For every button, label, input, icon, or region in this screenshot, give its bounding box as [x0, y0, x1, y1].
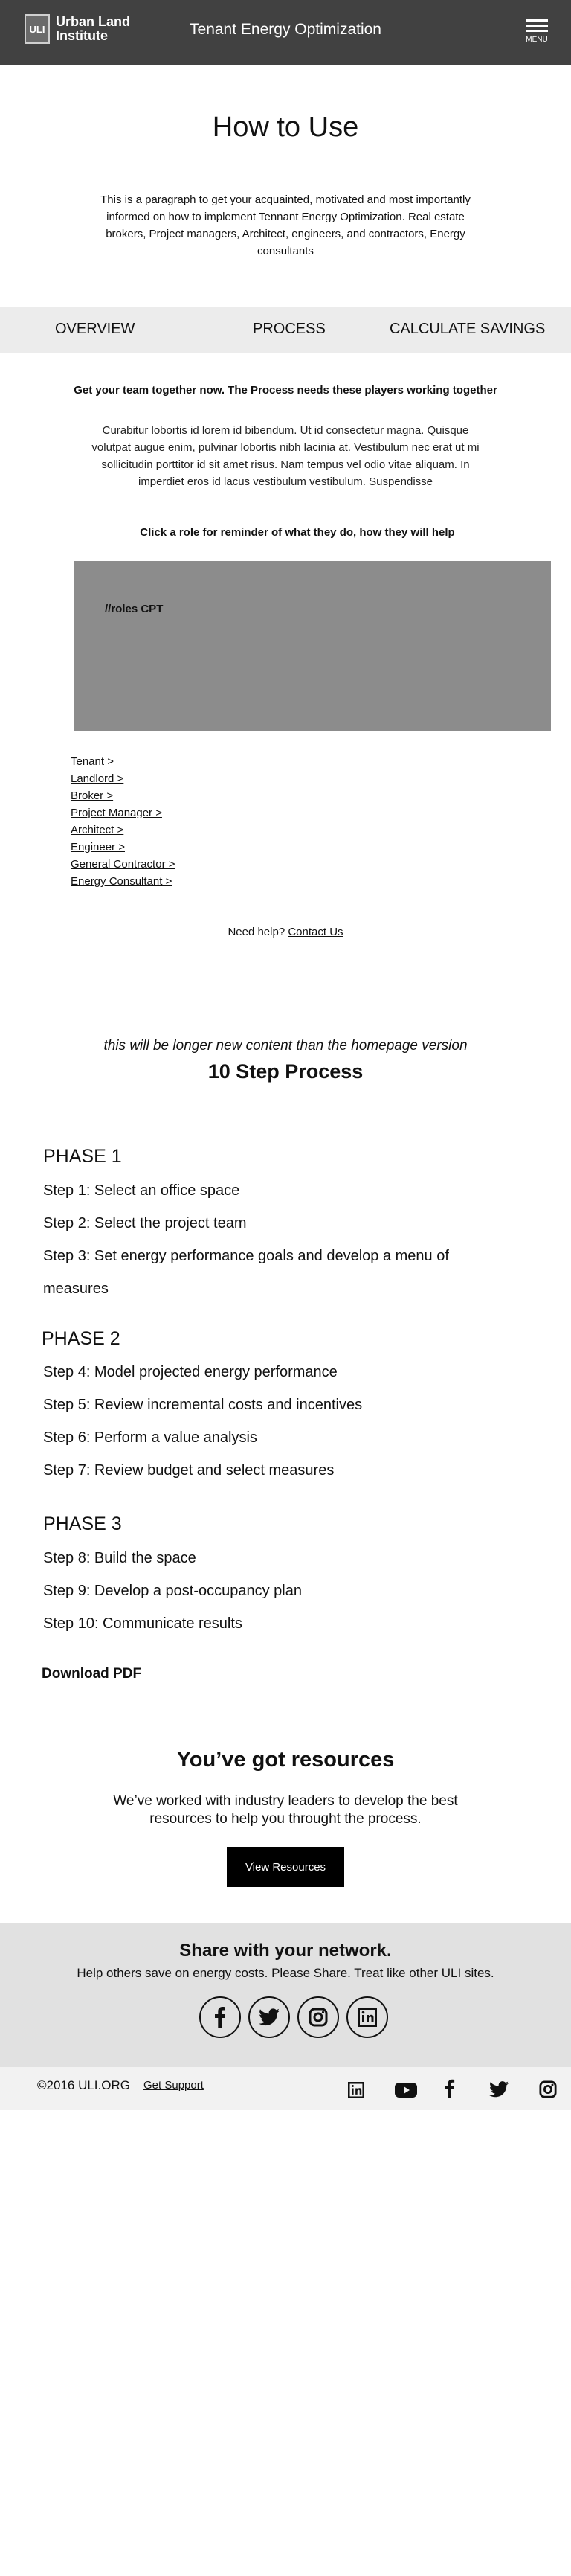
- download-pdf-link[interactable]: Download PDF: [42, 1666, 142, 1682]
- step-item: Step 6: Perform a value analysis: [43, 1429, 257, 1446]
- get-support-link[interactable]: Get Support: [143, 2079, 204, 2092]
- role-link-broker[interactable]: Broker >: [71, 789, 114, 802]
- site-title: Tenant Energy Optimization: [190, 21, 381, 38]
- role-link-tenant[interactable]: Tenant >: [71, 755, 114, 768]
- menu-label: MENU: [526, 36, 548, 44]
- phase-2-title: PHASE 2: [42, 1328, 120, 1349]
- process-note: this will be longer new content than the homepage version: [103, 1038, 468, 1054]
- linkedin-icon[interactable]: [348, 2082, 364, 2098]
- share-instagram-button[interactable]: [297, 1996, 339, 2038]
- step-item: Step 5: Review incremental costs and incentives: [43, 1397, 363, 1413]
- hamburger-icon-bar: [526, 25, 548, 27]
- site-header: [0, 0, 571, 65]
- role-link-project-manager[interactable]: Project Manager >: [71, 807, 162, 819]
- twitter-icon: [259, 2008, 280, 2026]
- logo-mark: ULI: [25, 14, 50, 44]
- roles-list: [71, 753, 175, 890]
- logo-line-1: Urban Land: [56, 14, 131, 29]
- intro-paragraph: This is a paragraph to get your acquainted, motivated and most importantly informed on how to implement Tennant Energy Optimization. Real estate brokers, Project managers, Architect, engineers, and contractors, Energy consultants: [100, 193, 471, 257]
- tab-overview[interactable]: OVERVIEW: [55, 321, 135, 337]
- step-item: Step 4: Model projected energy performance: [43, 1364, 338, 1380]
- menu-button[interactable]: [523, 19, 550, 44]
- role-link-landlord[interactable]: Landlord >: [71, 772, 124, 785]
- share-facebook-button[interactable]: [199, 1996, 241, 2038]
- facebook-icon: [214, 2007, 226, 2028]
- roles-placeholder-box: [74, 561, 551, 731]
- tab-calculate-savings[interactable]: CALCULATE SAVINGS: [390, 321, 546, 337]
- step-item: Step 9: Develop a post-occupancy plan: [43, 1583, 302, 1599]
- share-twitter-button[interactable]: [248, 1996, 290, 2038]
- process-heading: 10 Step Process: [207, 1060, 364, 1083]
- step-item: Step 7: Review budget and select measures: [43, 1462, 335, 1478]
- step-item: Step 2: Select the project team: [43, 1215, 247, 1231]
- site-footer: [0, 2067, 571, 2110]
- facebook-icon[interactable]: [445, 2079, 455, 2098]
- role-link-engineer[interactable]: Engineer >: [71, 841, 125, 853]
- linkedin-icon: [358, 2008, 377, 2027]
- help-text: Need help?: [228, 926, 286, 938]
- copyright: ©2016 ULI.ORG: [37, 2078, 130, 2092]
- role-link-energy-consultant[interactable]: Energy Consultant >: [71, 875, 172, 888]
- section-tabs: [0, 307, 571, 353]
- step-item: Step 1: Select an office space: [43, 1182, 240, 1199]
- phase-1-title: PHASE 1: [43, 1146, 122, 1167]
- youtube-icon[interactable]: [395, 2082, 417, 2098]
- resources-heading: You’ve got resources: [176, 1748, 395, 1772]
- hamburger-icon-bar: [526, 30, 548, 32]
- view-resources-button[interactable]: View Resources: [227, 1847, 344, 1887]
- step-item: Step 10: Communicate results: [43, 1615, 242, 1632]
- page-title: How to Use: [212, 112, 359, 143]
- team-body: Curabitur lobortis id lorem id bibendum. Ut id consectetur magna. Quisque volutpat augue enim, pulvinar lobortis nibh lacinia at. Vestibulum nec erat ut mi sollicitudin porttitor id sit amet risus. Nam tempus vel odio vitae aliquam. In imperdiet eros id lacus vestibulum vestibulum. Suspendisse: [91, 424, 480, 488]
- share-text: Help others save on energy costs. Please Share. Treat like other ULI sites.: [77, 1966, 494, 1980]
- step-item: Step 8: Build the space: [43, 1550, 196, 1566]
- contact-us-link[interactable]: Contact Us: [288, 926, 343, 938]
- logo-line-2: Institute: [56, 28, 108, 43]
- team-heading: Get your team together now. The Process needs these players working together: [74, 384, 497, 397]
- share-linkedin-button[interactable]: [346, 1996, 388, 2038]
- instagram-icon[interactable]: [539, 2080, 557, 2098]
- instagram-icon: [309, 2008, 328, 2027]
- resources-text: We’ve worked with industry leaders to develop the best resources to help you throught the process.: [113, 1793, 458, 1827]
- phase-3-title: PHASE 3: [43, 1513, 122, 1534]
- twitter-icon[interactable]: [489, 2081, 509, 2098]
- hamburger-icon-bar: [526, 19, 548, 22]
- step-item: Step 3: Set energy performance goals and develop a menu of measures: [43, 1248, 449, 1297]
- tab-process[interactable]: PROCESS: [253, 321, 326, 337]
- roles-placeholder-label: //roles CPT: [105, 603, 164, 615]
- role-link-architect[interactable]: Architect >: [71, 824, 124, 836]
- share-section: [0, 1923, 571, 2067]
- role-prompt: Click a role for reminder of what they do, how they will help: [140, 526, 455, 539]
- role-link-general-contractor[interactable]: General Contractor >: [71, 858, 175, 871]
- help-line: [0, 926, 571, 938]
- share-icons: [199, 1996, 396, 2038]
- share-heading: Share with your network.: [179, 1941, 392, 1961]
